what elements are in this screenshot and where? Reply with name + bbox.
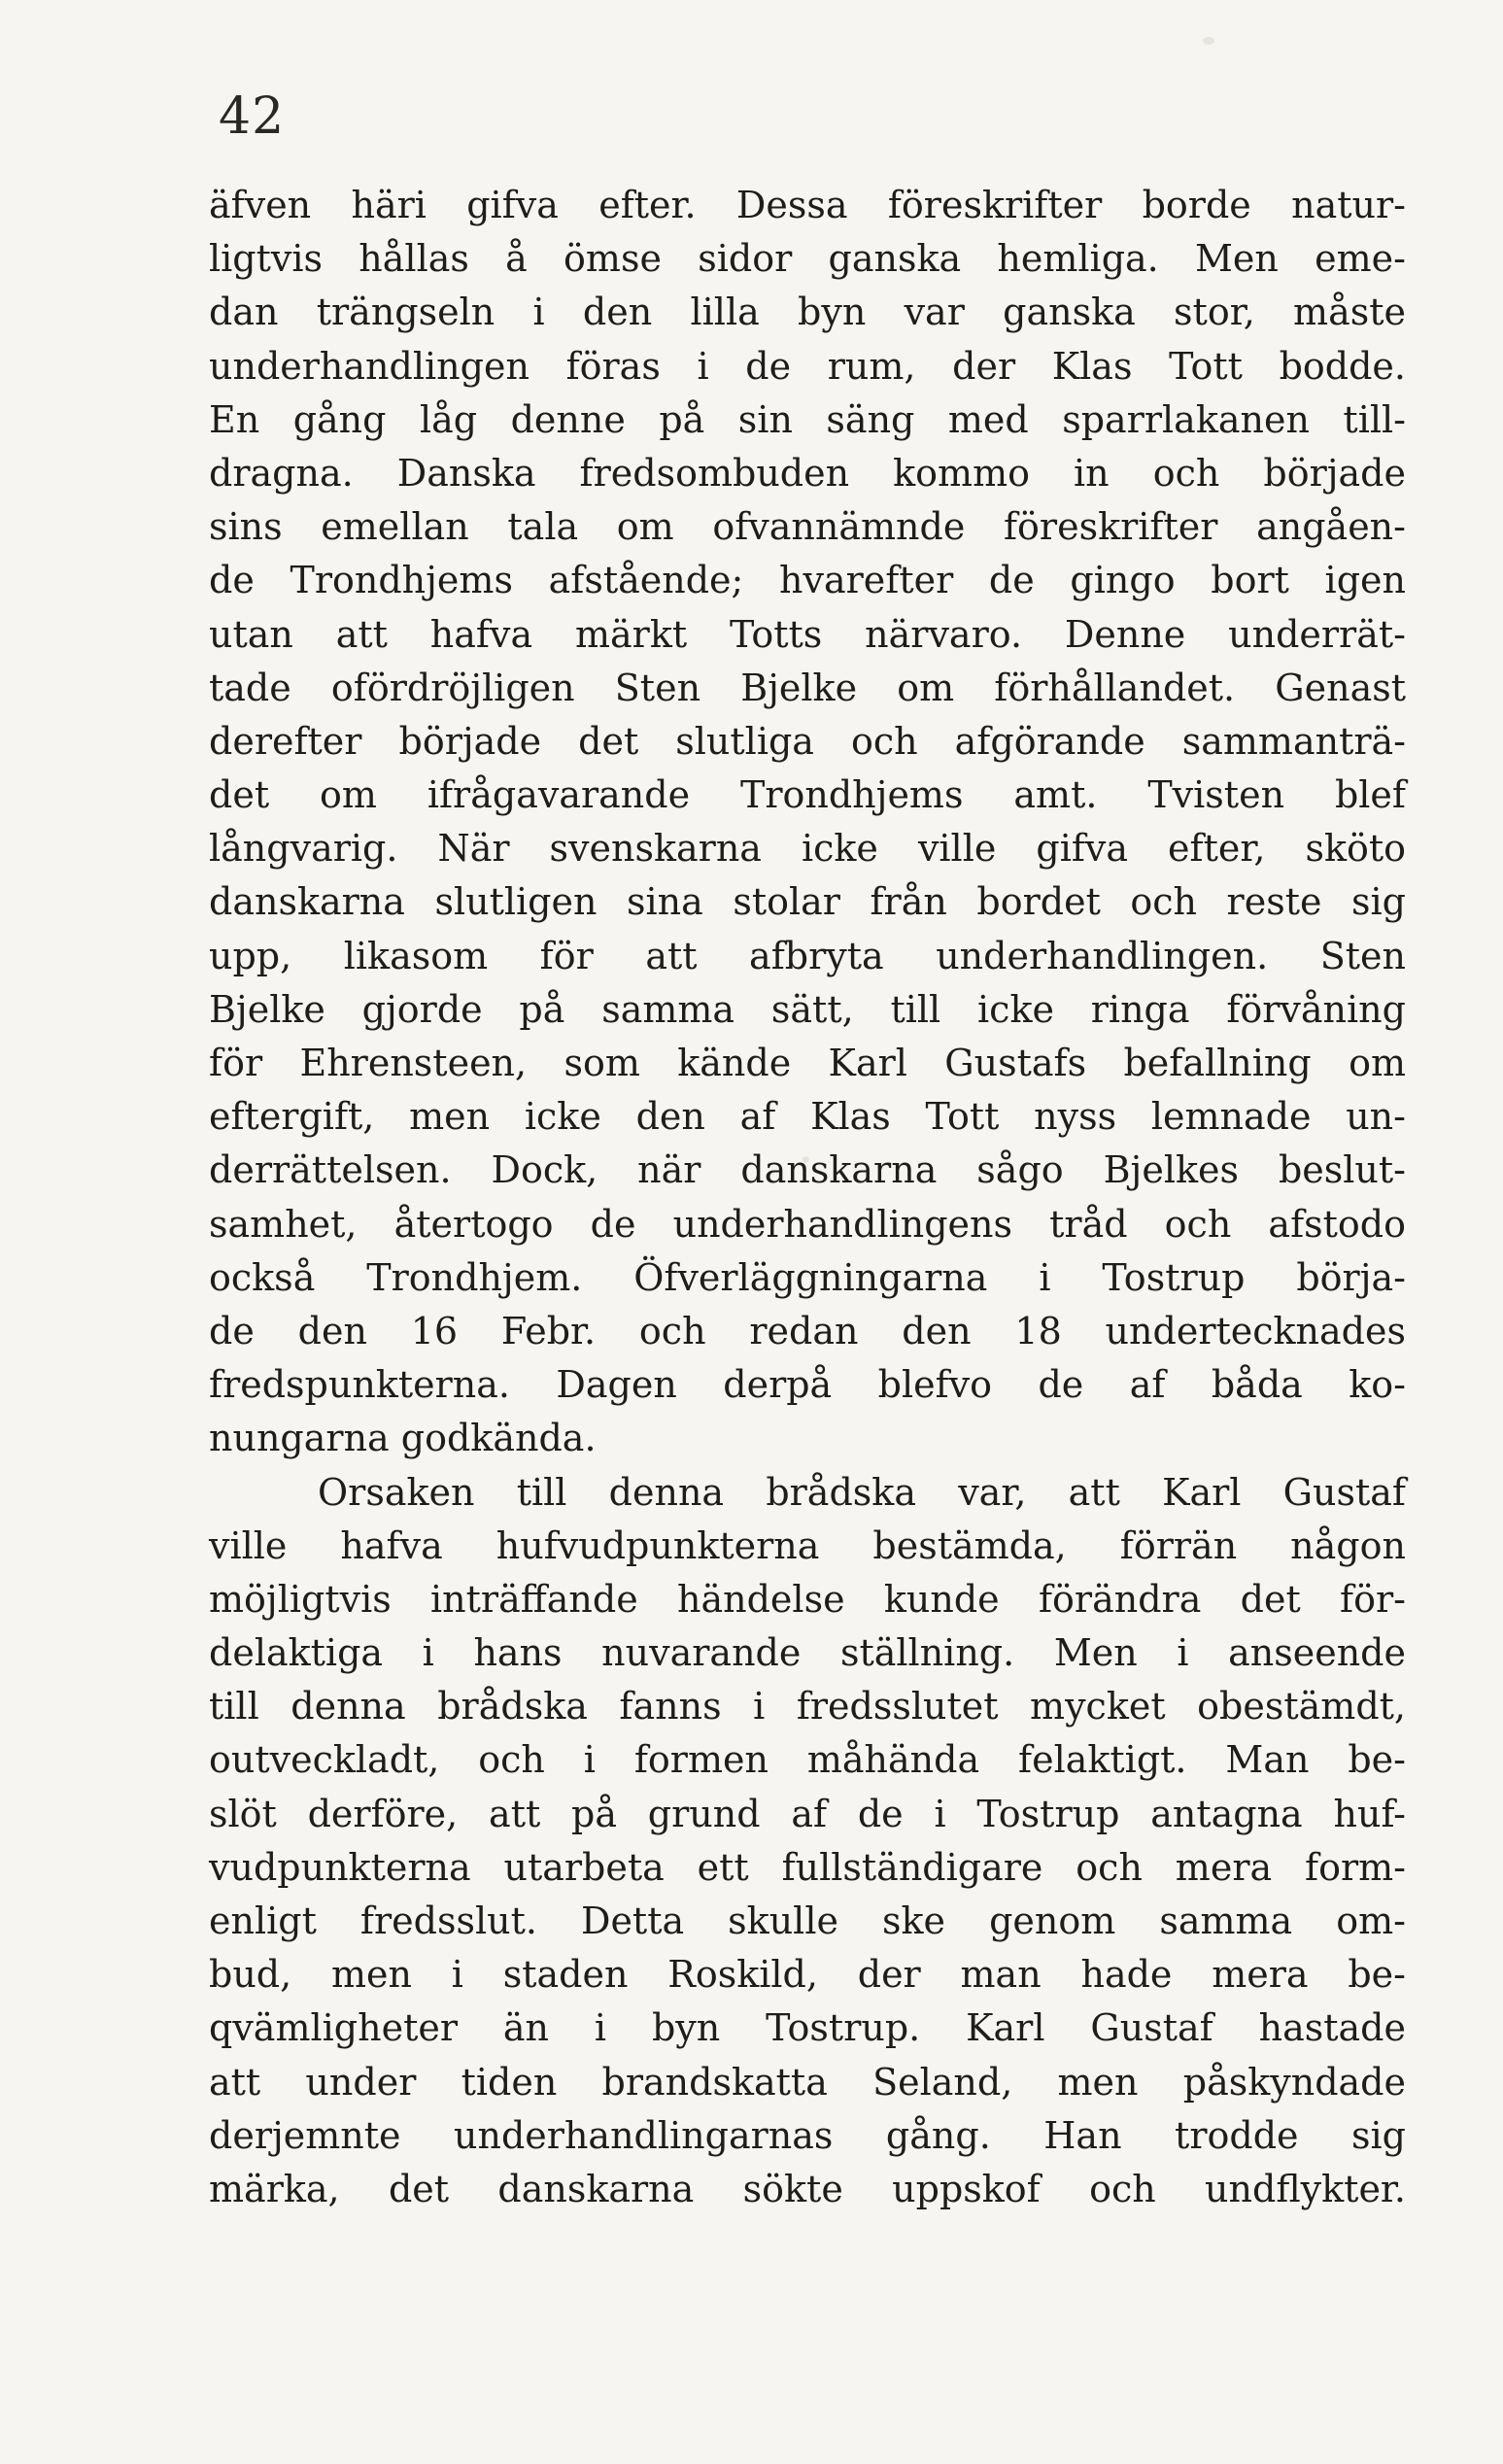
text-line: för Ehrensteen, som kände Karl Gustafs befallning om bbox=[209, 1042, 1406, 1084]
paper-speck bbox=[1203, 37, 1214, 45]
text-line: derrättelsen. Dock, när danskarna sågo Bjelkes beslut- bbox=[209, 1148, 1406, 1192]
text-line: de den 16 Febr. och redan den 18 undertecknades bbox=[209, 1309, 1406, 1352]
text-line: dragna. Danska fredsombuden kommo in och började bbox=[209, 451, 1406, 495]
text-line: delaktiga i hans nuvarande ställning. Men i anseende bbox=[209, 1631, 1406, 1675]
page-number: 42 bbox=[219, 87, 286, 146]
text-line: qvämligheter än i byn Tostrup. Karl Gustaf hastade bbox=[209, 2006, 1406, 2050]
text-line: outveckladt, och i formen måhända felaktigt. Man be- bbox=[209, 1738, 1406, 1782]
text-line: tade ofördröjligen Sten Bjelke om förhållandet. Genast bbox=[209, 666, 1406, 709]
text-line: bud, men i staden Roskild, der man hade mera be- bbox=[209, 1953, 1406, 1997]
text-line: slöt derföre, att på grund af de i Tostrup antagna huf- bbox=[209, 1792, 1406, 1835]
text-line: sins emellan tala om ofvannämnde föreskrifter angåen- bbox=[209, 505, 1406, 549]
body-text bbox=[209, 179, 1406, 2216]
text-line: derefter började det slutliga och afgörande sammanträ- bbox=[209, 719, 1406, 763]
text-line: dan trängseln i den lilla byn var ganska stor, måste bbox=[209, 291, 1406, 334]
text-line: danskarna slutligen sina stolar från bordet och reste sig bbox=[209, 880, 1406, 924]
text-line: enligt fredsslut. Detta skulle ske genom samma om- bbox=[209, 1899, 1406, 1942]
text-line: till denna brådska fanns i fredsslutet mycket obestämdt, bbox=[209, 1685, 1406, 1728]
paragraph-start-line: Orsaken till denna brådska var, att Karl Gustaf bbox=[318, 1470, 1406, 1514]
text-line: fredspunkterna. Dagen derpå blefvo de af båda ko- bbox=[209, 1363, 1406, 1407]
text-line: upp, likasom för att afbryta underhandlingen. Sten bbox=[209, 934, 1406, 977]
text-line: möjligtvis inträffande händelse kunde förändra det för- bbox=[209, 1577, 1406, 1621]
text-line: samhet, återtogo de underhandlingens tråd och afstodo bbox=[209, 1202, 1406, 1246]
text-line: derjemnte underhandlingarnas gång. Han trodde sig bbox=[209, 2113, 1406, 2157]
text-line: Bjelke gjorde på samma sätt, till icke ringa förvåning bbox=[209, 987, 1406, 1031]
text-line: äfven häri gifva efter. Dessa föreskrifter borde natur- bbox=[209, 184, 1406, 226]
text-line: märka, det danskarna sökte uppskof och undflykter. bbox=[209, 2167, 1406, 2210]
text-line: långvarig. När svenskarna icke ville gifva efter, sköto bbox=[209, 827, 1406, 871]
text-line: det om ifrågavarande Trondhjems amt. Tvisten blef bbox=[209, 773, 1406, 817]
text-line: ville hafva hufvudpunkterna bestämda, förrän någon bbox=[209, 1523, 1406, 1567]
text-line: utan att hafva märkt Totts närvaro. Denne underrät- bbox=[209, 612, 1406, 656]
text-line: att under tiden brandskatta Seland, men påskyndade bbox=[209, 2060, 1406, 2104]
text-line: underhandlingen föras i de rum, der Klas Tott bodde. bbox=[209, 344, 1406, 388]
text-line: också Trondhjem. Öfverläggningarna i Tostrup börja- bbox=[209, 1255, 1406, 1299]
paragraph-end-line: nungarna godkända. bbox=[209, 1417, 597, 1460]
text-line: vudpunkterna utarbeta ett fullständigare och mera form- bbox=[209, 1845, 1406, 1889]
text-line: eftergift, men icke den af Klas Tott nyss lemnade un- bbox=[209, 1095, 1406, 1139]
text-line: ligtvis hållas å ömse sidor ganska hemliga. Men eme- bbox=[209, 237, 1406, 281]
text-line: de Trondhjems afstående; hvarefter de gingo bort igen bbox=[209, 559, 1406, 602]
text-line: En gång låg denne på sin säng med sparrlakanen till- bbox=[209, 397, 1406, 441]
